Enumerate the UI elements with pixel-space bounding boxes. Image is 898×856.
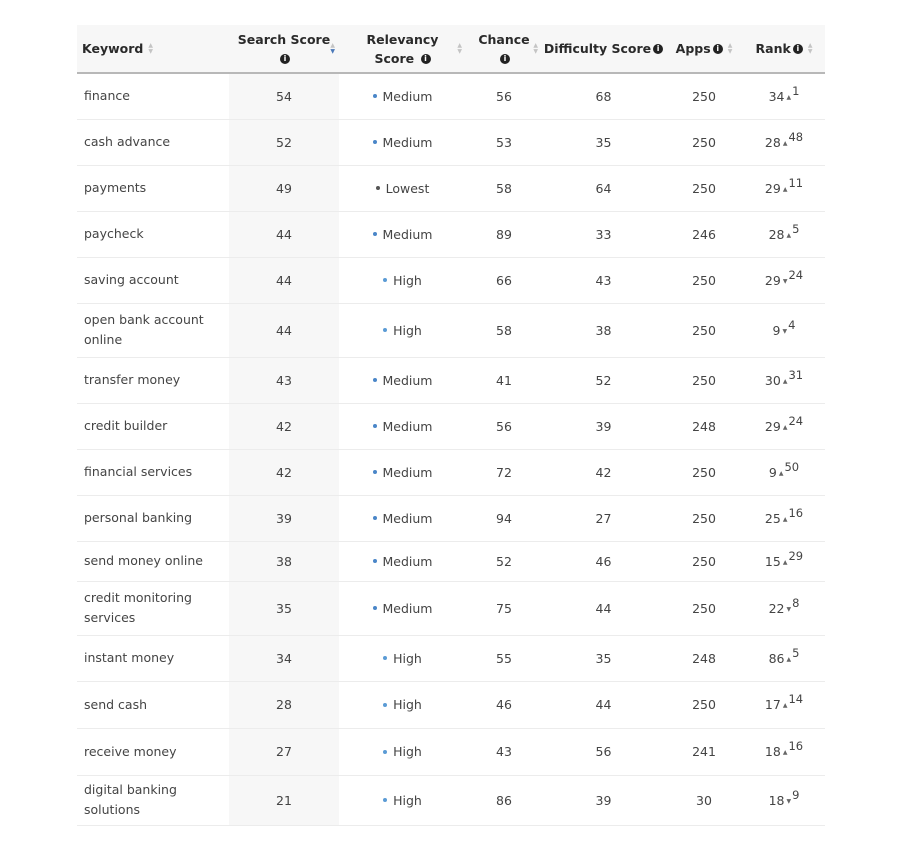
column-header-chance-label: Chance <box>478 31 530 47</box>
rank-cell <box>743 635 825 681</box>
arrow-down-icon: ▼ <box>782 277 788 285</box>
chance-cell: 58 <box>466 165 542 211</box>
rank-change: 14 <box>788 692 804 706</box>
rank-value: 9 <box>768 464 777 480</box>
chance-cell: 94 <box>466 495 542 541</box>
relevancy-cell <box>339 541 466 581</box>
relevancy-text: Medium <box>382 88 433 104</box>
relevancy-text: High <box>393 322 422 338</box>
relevancy-dot-icon <box>376 186 380 190</box>
keyword-text: credit builder <box>84 418 168 433</box>
arrow-up-icon: ▲ <box>782 139 788 147</box>
rank-cell <box>743 541 825 581</box>
search-score-cell: 54 <box>229 73 339 119</box>
search-score-cell: 35 <box>229 581 339 635</box>
relevancy-text: Medium <box>382 226 433 242</box>
relevancy-text: Lowest <box>385 180 430 196</box>
chance-cell: 55 <box>466 635 542 681</box>
difficulty-cell: 43 <box>542 257 665 303</box>
relevancy-text: High <box>393 792 422 808</box>
keyword-text: send money online <box>84 553 203 568</box>
difficulty-cell: 68 <box>542 73 665 119</box>
difficulty-cell: 64 <box>542 165 665 211</box>
relevancy-cell <box>339 635 466 681</box>
rank-change: 24 <box>788 413 804 428</box>
relevancy-dot-icon <box>373 516 377 520</box>
relevancy-cell <box>339 581 466 635</box>
search-score-cell: 49 <box>229 165 339 211</box>
apps-cell: 248 <box>665 403 743 449</box>
search-score-cell: 44 <box>229 257 339 303</box>
chance-cell: 72 <box>466 449 542 495</box>
rank-cell <box>743 303 825 357</box>
keyword-cell[interactable] <box>77 541 229 581</box>
apps-cell: 250 <box>665 449 743 495</box>
table-row[interactable] <box>77 775 825 825</box>
table-row[interactable] <box>77 728 825 775</box>
apps-cell: 250 <box>665 303 743 357</box>
table-row[interactable] <box>77 165 825 211</box>
sort-icon[interactable]: ▲ ▼ <box>533 41 538 55</box>
relevancy-cell <box>339 73 466 119</box>
column-header-relevancy-label: Relevancy <box>366 31 439 47</box>
relevancy-text: High <box>393 272 422 288</box>
keyword-cell[interactable] <box>77 581 229 635</box>
info-icon[interactable]: i <box>500 54 510 64</box>
column-header-apps[interactable] <box>665 25 743 73</box>
rank-change: 48 <box>788 129 804 144</box>
relevancy-cell <box>339 775 466 825</box>
rank-change: 11 <box>788 175 804 190</box>
arrow-up-icon: ▲ <box>782 185 788 193</box>
arrow-up-icon: ▲ <box>786 231 792 239</box>
relevancy-dot-icon <box>373 94 377 98</box>
relevancy-dot-icon <box>383 750 387 754</box>
difficulty-cell: 42 <box>542 449 665 495</box>
rank-cell <box>743 357 825 403</box>
rank-value: 15 <box>764 553 781 569</box>
column-header-keyword[interactable] <box>77 25 229 73</box>
table-row[interactable] <box>77 581 825 635</box>
search-score-cell: 42 <box>229 403 339 449</box>
table-row[interactable] <box>77 211 825 257</box>
chance-cell: 41 <box>466 357 542 403</box>
apps-cell: 250 <box>665 541 743 581</box>
rank-cell <box>743 681 825 728</box>
rank-change: 29 <box>788 548 804 563</box>
rank-value: 28 <box>764 134 781 150</box>
table-row[interactable] <box>77 357 825 403</box>
relevancy-dot-icon <box>383 328 387 332</box>
chance-cell: 46 <box>466 681 542 728</box>
rank-value: 34 <box>768 88 785 104</box>
chance-cell: 56 <box>466 403 542 449</box>
column-header-relevancy-score[interactable] <box>339 25 466 73</box>
keyword-cell[interactable] <box>77 495 229 541</box>
info-icon[interactable]: i <box>653 44 663 54</box>
rank-cell <box>743 73 825 119</box>
rank-change: 50 <box>784 459 800 474</box>
keyword-cell[interactable] <box>77 211 229 257</box>
apps-cell: 250 <box>665 681 743 728</box>
search-score-cell: 34 <box>229 635 339 681</box>
keyword-text: credit monitoring services <box>84 590 192 625</box>
relevancy-text: Medium <box>382 510 433 526</box>
chance-cell: 86 <box>466 775 542 825</box>
keywords-table <box>77 25 825 826</box>
rank-cell <box>743 257 825 303</box>
rank-value: 28 <box>768 226 785 242</box>
keyword-cell[interactable] <box>77 449 229 495</box>
keyword-text: financial services <box>84 464 193 479</box>
difficulty-cell: 27 <box>542 495 665 541</box>
rank-cell <box>743 449 825 495</box>
info-icon[interactable]: i <box>713 44 723 54</box>
chance-cell: 53 <box>466 119 542 165</box>
apps-cell: 30 <box>665 775 743 825</box>
keyword-text: receive money <box>84 743 177 759</box>
relevancy-dot-icon <box>373 140 377 144</box>
column-header-rank[interactable] <box>743 25 825 73</box>
sort-icon[interactable]: ▲ ▼ <box>727 41 733 55</box>
relevancy-cell <box>339 449 466 495</box>
rank-change: 31 <box>788 367 804 382</box>
keyword-text: saving account <box>84 272 179 287</box>
rank-value: 86 <box>768 650 785 666</box>
sort-icon[interactable]: ▲ ▼ <box>807 41 813 55</box>
rank-cell <box>743 119 825 165</box>
keyword-text: finance <box>84 88 130 104</box>
table-row[interactable] <box>77 257 825 303</box>
relevancy-dot-icon <box>373 378 377 382</box>
chance-cell: 75 <box>466 581 542 635</box>
chance-cell: 56 <box>466 73 542 119</box>
apps-cell: 250 <box>665 581 743 635</box>
difficulty-cell: 44 <box>542 581 665 635</box>
search-score-cell: 44 <box>229 303 339 357</box>
keyword-text: payments <box>84 180 147 195</box>
arrow-down-icon: ▼ <box>782 327 788 335</box>
column-header-search-score-label: Search Score <box>237 31 331 47</box>
column-header-chance[interactable] <box>466 25 542 73</box>
table-body <box>77 73 825 825</box>
difficulty-cell: 46 <box>542 541 665 581</box>
arrow-up-icon: ▲ <box>782 749 788 756</box>
column-header-keyword-label: Keyword <box>82 41 144 56</box>
keyword-cell[interactable] <box>77 257 229 303</box>
arrow-up-icon: ▲ <box>786 655 792 663</box>
relevancy-text: Medium <box>382 418 433 434</box>
rank-value: 22 <box>768 600 785 616</box>
column-header-apps-label: Apps <box>675 41 711 56</box>
table-row[interactable] <box>77 403 825 449</box>
relevancy-dot-icon <box>383 278 387 282</box>
search-score-cell: 28 <box>229 681 339 728</box>
rank-value: 17 <box>764 697 781 712</box>
rank-value: 29 <box>764 180 781 196</box>
rank-cell <box>743 403 825 449</box>
keyword-cell[interactable] <box>77 728 229 775</box>
rank-change: 5 <box>792 645 800 660</box>
rank-change: 4 <box>788 317 796 332</box>
relevancy-text: High <box>393 697 422 712</box>
apps-cell: 248 <box>665 635 743 681</box>
relevancy-dot-icon <box>383 656 387 660</box>
search-score-cell: 52 <box>229 119 339 165</box>
keyword-text: digital banking solutions <box>84 782 177 817</box>
rank-value: 30 <box>764 372 781 388</box>
arrow-up-icon: ▲ <box>782 558 788 566</box>
relevancy-dot-icon <box>373 424 377 428</box>
keyword-text: personal banking <box>84 510 193 525</box>
relevancy-text: Medium <box>382 464 433 480</box>
apps-cell: 250 <box>665 495 743 541</box>
rank-value: 9 <box>772 322 781 338</box>
relevancy-cell <box>339 728 466 775</box>
relevancy-text: High <box>393 650 422 666</box>
rank-change: 24 <box>788 267 804 282</box>
column-header-difficulty-score[interactable] <box>542 25 665 73</box>
rank-change: 16 <box>788 739 804 753</box>
rank-cell <box>743 581 825 635</box>
table-row[interactable] <box>77 303 825 357</box>
rank-change: 8 <box>792 595 800 610</box>
sort-icon[interactable]: ▲ ▼ <box>457 41 462 55</box>
keyword-text: instant money <box>84 650 175 665</box>
relevancy-dot-icon <box>383 703 387 707</box>
keyword-cell[interactable] <box>77 73 229 119</box>
sort-icon[interactable]: ▲ ▼ <box>148 41 153 55</box>
rank-value: 25 <box>764 510 781 526</box>
chance-cell: 66 <box>466 257 542 303</box>
relevancy-cell <box>339 495 466 541</box>
search-score-cell: 44 <box>229 211 339 257</box>
search-score-cell: 39 <box>229 495 339 541</box>
difficulty-cell: 39 <box>542 403 665 449</box>
apps-cell: 241 <box>665 728 743 775</box>
apps-cell: 250 <box>665 357 743 403</box>
difficulty-cell: 35 <box>542 119 665 165</box>
rank-value: 29 <box>764 418 781 434</box>
difficulty-cell: 52 <box>542 357 665 403</box>
apps-cell: 250 <box>665 119 743 165</box>
arrow-up-icon: ▲ <box>778 469 784 477</box>
keyword-cell[interactable] <box>77 119 229 165</box>
keyword-text: paycheck <box>84 226 144 241</box>
chance-cell: 58 <box>466 303 542 357</box>
table-row[interactable] <box>77 449 825 495</box>
relevancy-cell <box>339 119 466 165</box>
info-icon[interactable]: i <box>793 44 803 54</box>
relevancy-cell <box>339 681 466 728</box>
arrow-up-icon: ▲ <box>782 515 788 523</box>
rank-cell <box>743 495 825 541</box>
relevancy-cell <box>339 165 466 211</box>
info-icon[interactable]: i <box>280 54 290 64</box>
difficulty-cell: 35 <box>542 635 665 681</box>
arrow-up-icon: ▲ <box>782 377 788 385</box>
table-header-row <box>77 25 825 73</box>
apps-cell: 246 <box>665 211 743 257</box>
rank-cell <box>743 211 825 257</box>
search-score-cell: 27 <box>229 728 339 775</box>
table-row[interactable] <box>77 635 825 681</box>
search-score-cell: 42 <box>229 449 339 495</box>
keyword-text: transfer money <box>84 372 181 387</box>
relevancy-dot-icon <box>373 470 377 474</box>
rank-cell <box>743 165 825 211</box>
column-header-search-score[interactable] <box>229 25 339 73</box>
relevancy-dot-icon <box>373 232 377 236</box>
column-header-relevancy-label-2: Score <box>374 50 415 66</box>
rank-change: 1 <box>792 83 800 98</box>
keyword-cell[interactable] <box>77 635 229 681</box>
keyword-text: cash advance <box>84 134 171 149</box>
relevancy-text: Medium <box>382 600 433 616</box>
relevancy-text: Medium <box>382 134 433 150</box>
relevancy-text: Medium <box>382 372 433 388</box>
rank-change: 5 <box>792 221 800 236</box>
rank-cell <box>743 775 825 825</box>
relevancy-cell <box>339 211 466 257</box>
relevancy-cell <box>339 403 466 449</box>
rank-change: 9 <box>792 787 800 802</box>
keyword-cell[interactable] <box>77 775 229 825</box>
apps-cell: 250 <box>665 257 743 303</box>
apps-cell: 250 <box>665 165 743 211</box>
relevancy-cell <box>339 357 466 403</box>
relevancy-dot-icon <box>373 559 377 563</box>
arrow-down-icon: ▼ <box>786 605 792 613</box>
rank-change: 16 <box>788 505 804 520</box>
chance-cell: 89 <box>466 211 542 257</box>
table-row[interactable] <box>77 541 825 581</box>
keyword-cell[interactable] <box>77 681 229 728</box>
keyword-text: send cash <box>84 696 148 712</box>
rank-cell <box>743 728 825 775</box>
search-score-cell: 38 <box>229 541 339 581</box>
info-icon[interactable]: i <box>421 54 431 64</box>
arrow-up-icon: ▲ <box>786 93 792 101</box>
difficulty-cell: 38 <box>542 303 665 357</box>
chance-cell: 43 <box>466 728 542 775</box>
rank-value: 18 <box>768 792 785 808</box>
arrow-up-icon: ▲ <box>782 423 788 431</box>
relevancy-dot-icon <box>383 798 387 802</box>
column-header-difficulty-label: Difficulty Score <box>543 41 652 56</box>
arrow-down-icon: ▼ <box>786 797 792 805</box>
search-score-cell: 21 <box>229 775 339 825</box>
table-row[interactable] <box>77 495 825 541</box>
rank-value: 29 <box>764 272 781 288</box>
table-row[interactable] <box>77 681 825 728</box>
keyword-cell[interactable] <box>77 403 229 449</box>
difficulty-cell: 39 <box>542 775 665 825</box>
keyword-cell[interactable] <box>77 165 229 211</box>
search-score-cell: 43 <box>229 357 339 403</box>
column-header-rank-label: Rank <box>755 41 791 56</box>
arrow-up-icon: ▲ <box>782 702 788 709</box>
keyword-cell[interactable] <box>77 303 229 357</box>
keyword-text: open bank account online <box>84 312 204 347</box>
table-row[interactable] <box>77 73 825 119</box>
relevancy-dot-icon <box>373 606 377 610</box>
relevancy-cell <box>339 257 466 303</box>
difficulty-cell: 33 <box>542 211 665 257</box>
table-row[interactable] <box>77 119 825 165</box>
difficulty-cell: 44 <box>542 681 665 728</box>
relevancy-text: High <box>393 744 422 759</box>
relevancy-cell <box>339 303 466 357</box>
sort-icon[interactable]: ▲ ▼ <box>330 41 335 55</box>
relevancy-text: Medium <box>382 553 433 569</box>
apps-cell: 250 <box>665 73 743 119</box>
chance-cell: 52 <box>466 541 542 581</box>
keyword-cell[interactable] <box>77 357 229 403</box>
rank-value: 18 <box>764 744 781 759</box>
difficulty-cell: 56 <box>542 728 665 775</box>
